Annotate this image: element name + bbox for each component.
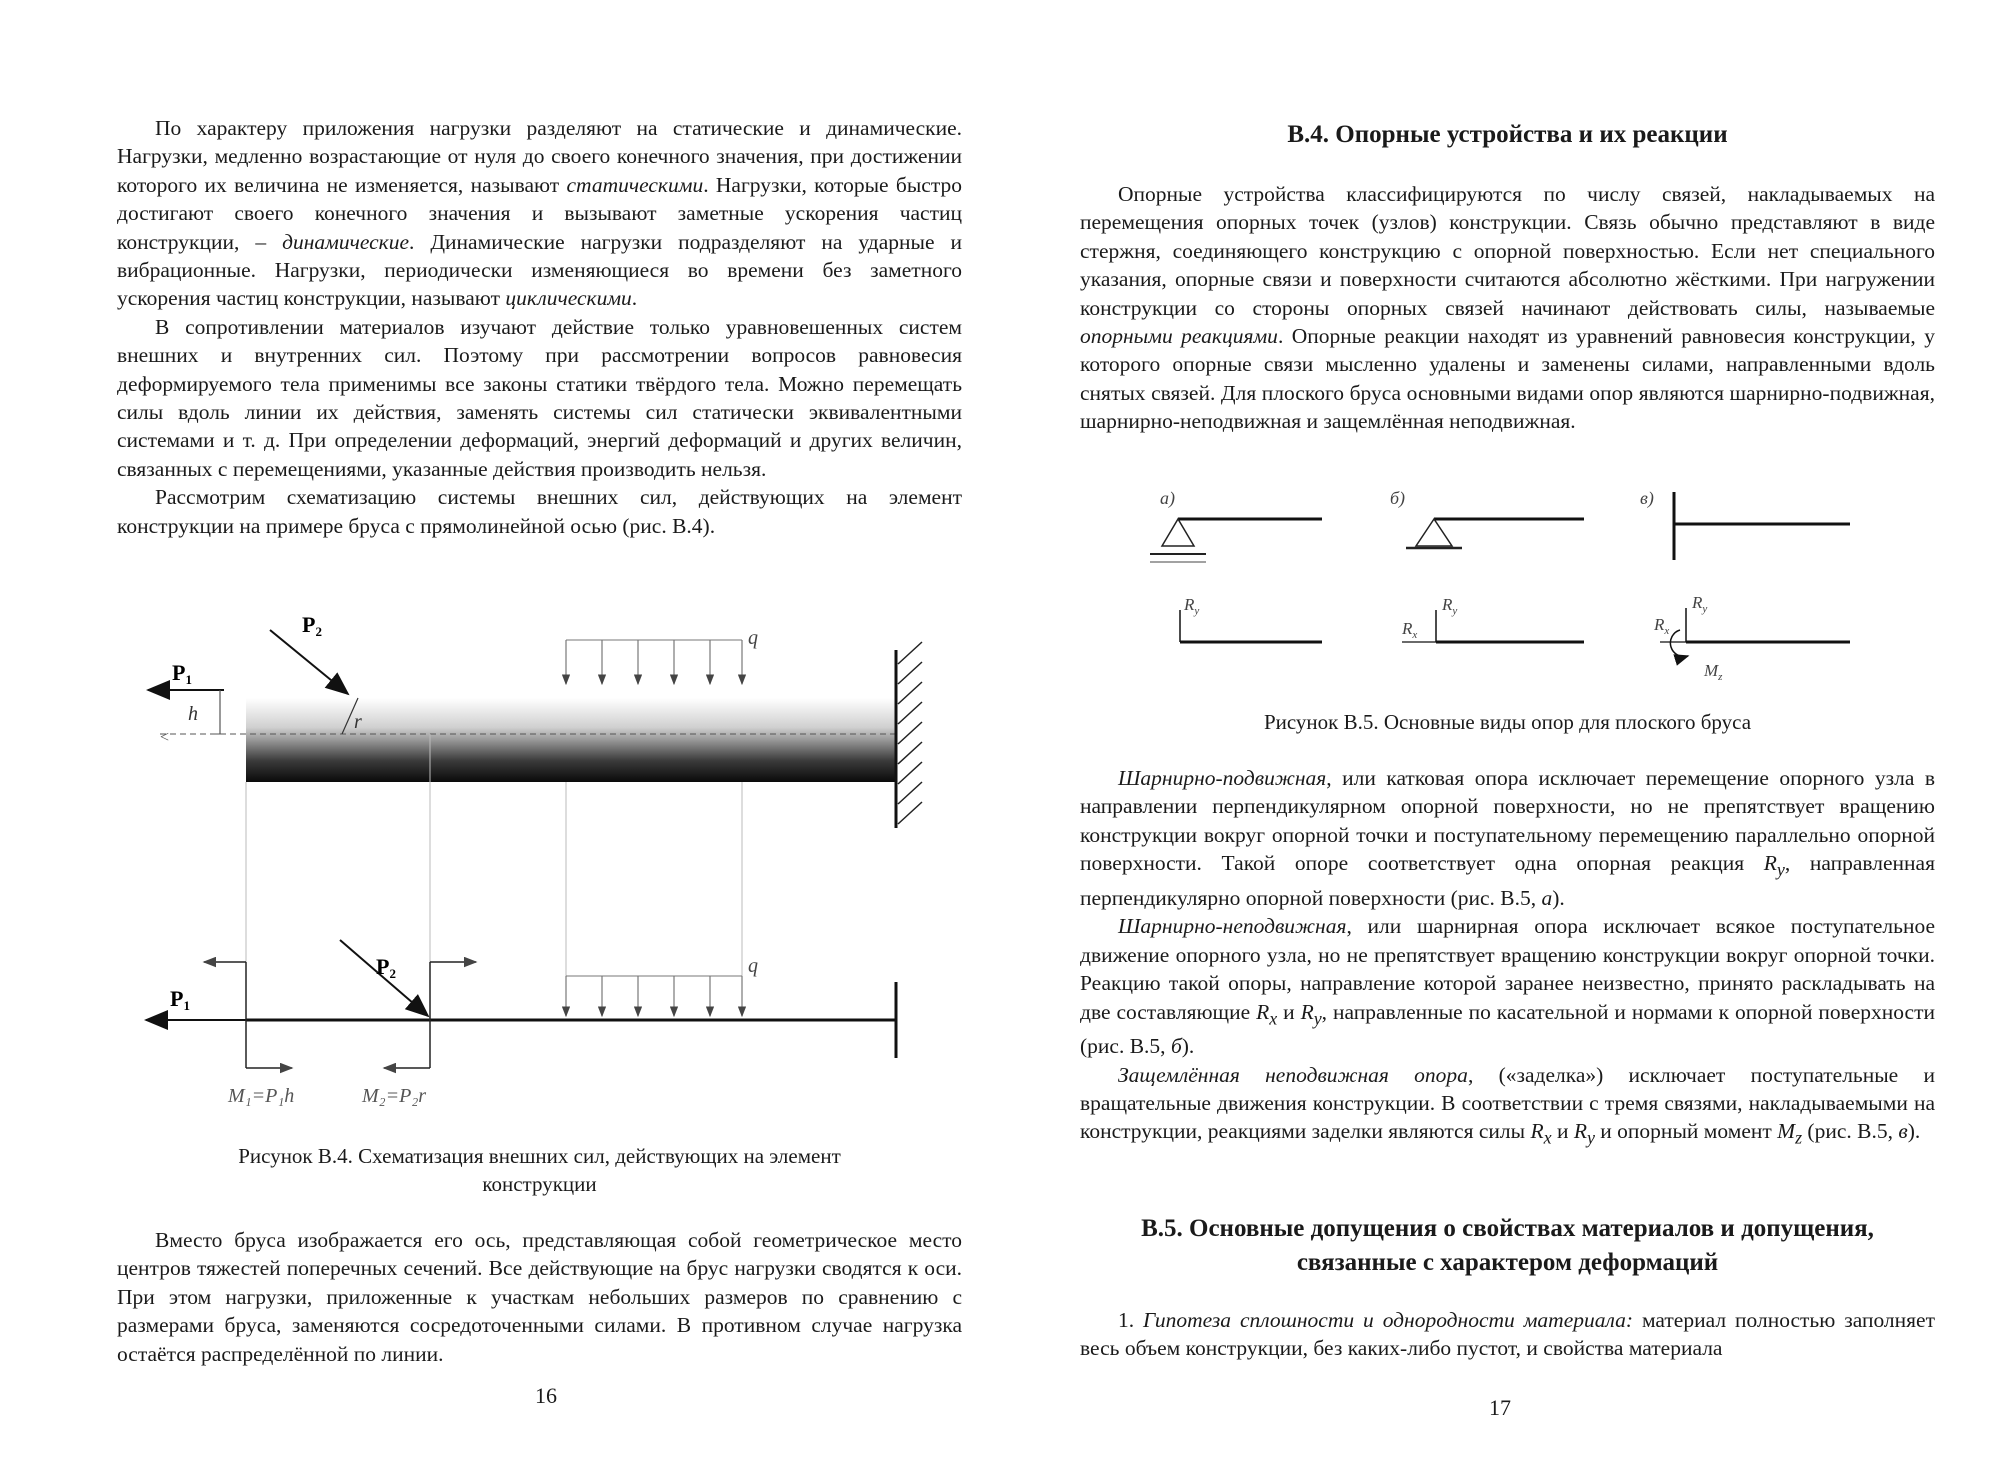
figure-b4 bbox=[130, 610, 960, 1110]
right-page bbox=[1000, 0, 2000, 1461]
label-q-upper: q bbox=[748, 627, 758, 649]
wall-support-upper bbox=[896, 642, 922, 828]
heading-b4: В.4. Опорные устройства и их реакции bbox=[1287, 121, 1728, 148]
label-ry-b: $R_y$ bbox=[1442, 595, 1458, 617]
paragraph-schematization-intro: Рассмотрим схематизацию системы внешних сил, действующих на элемент конструкции на примере бруса с прямолинейной осью (рис. В.4). bbox=[117, 485, 962, 538]
label-m2: M₂=P₂r bbox=[362, 1085, 427, 1107]
caption-line-1: Рисунок В.4. Схематизация внешних сил, действующих на элемент bbox=[238, 1144, 841, 1168]
paragraph-load-types: По характеру приложения нагрузки разделяют на статические и динамические. Нагрузки, медленно возрастающие от нуля до своего конечного значения, при достижении которого их величина не изменяется, называют статическими. Нагрузки, которые быстро достигают своего конечного значения и вызывают заметные ускорения частиц конструкции, – динамические. Динамические нагрузки подразделяют на ударные и вибрационные. Нагрузки, периодически изменяющиеся во времени без заметного ускорения частиц конструкции, называют циклическими. bbox=[117, 116, 962, 311]
label-h: h bbox=[188, 703, 198, 725]
page-number-left: 16 bbox=[535, 1383, 557, 1408]
page-number-right: 17 bbox=[1489, 1395, 1511, 1420]
paragraph-roller-support: Шарнирно-подвижная, или катковая опора исключает перемещение опорного узла в направлении перпендикулярном опорной поверхности, но не препятствует вращению конструкции вокруг опорной точки и поступательному перемещению параллельно опорной поверхности. Такой опоре соответствует одна опорная реакция $R_y$, направленная перпендикулярно опорной поверхности (рис. В.5, а). bbox=[1080, 766, 1935, 910]
roller-support-a bbox=[1162, 519, 1194, 546]
label-v: в) bbox=[1640, 488, 1654, 508]
paragraph-fixed-support: Защемлённая неподвижная опора, («заделка») исключает поступательные и вращательные движения конструкции. В соответствии с тремя связями, накладываемыми на конструкции, реакциями заделки являются силы $R_x$ и $R_y$ и опорный момент $M_z$ (рис. В.5, в). bbox=[1080, 1062, 1935, 1148]
pin-support-b bbox=[1416, 519, 1452, 546]
label-p1-lower: P1 bbox=[170, 986, 190, 1013]
distributed-load-lower bbox=[566, 976, 742, 1016]
moment-m1 bbox=[204, 962, 292, 1068]
force-p2-upper bbox=[270, 630, 348, 694]
label-ry-v: $R_y$ bbox=[1692, 593, 1708, 615]
label-p2-upper: P2 bbox=[302, 612, 322, 639]
beam-3d bbox=[246, 698, 896, 782]
heading-b5-line-1: В.5. Основные допущения о свойствах материалов и допущения, bbox=[1141, 1215, 1874, 1242]
paragraph-equilibrium: В сопротивлении материалов изучают действие только уравновешенных систем внешних и внутренних сил. Поэтому при рассмотрении вопросов равновесия деформируемого тела применимы все законы статики твёрдого тела. Можно перемещать силы вдоль линии их действия, заменять системы сил статически эквивалентными системами и т. д. При определении деформаций, энергий деформаций и других величин, связанных с перемещениями, указанные действия производить нельзя. bbox=[117, 314, 962, 481]
small-arrow-mark: < bbox=[160, 729, 170, 746]
right-text-bottom bbox=[1080, 1306, 1935, 1363]
paragraph-pin-support: Шарнирно-неподвижная, или шарнирная опора исключает всякое поступательное движение опорного узла, но не препятствует вращению конструкции вокруг опорной точки. Реакцию такой опоры, направление которой заранее неизвестно, принято раскладывать на две составляющие $R_x$ и $R_y$, направленные по касательной и нормами к опорной поверхности (рис. В.5, б). bbox=[1080, 914, 1935, 1059]
label-m1: M₁=P₁h bbox=[228, 1085, 295, 1107]
left-text-top bbox=[117, 114, 962, 540]
figure-b5-caption: Рисунок В.5. Основные виды опор для плоского бруса bbox=[1263, 710, 1752, 734]
paragraph-axis-representation: Вместо бруса изображается его ось, представляющая собой геометрическое место центров тяжестей поперечных сечений. Все действующие на брус нагрузки сводятся к оси. При этом нагрузки, приложенные к участкам небольших размеров по сравнению с размерами бруса, заменяются сосредоточенными силами. В противном случае нагрузка остаётся распределённой по линии. bbox=[117, 1228, 962, 1366]
figure-b5 bbox=[1140, 484, 1880, 684]
paragraph-continuity-hypothesis: 1. Гипотеза сплошности и однородности материала: материал полностью заполняет весь объем конструкции, без каких-либо пустот, и свойства материала bbox=[1080, 1308, 1935, 1361]
label-rx-v: $R_x$ bbox=[1654, 615, 1670, 637]
label-p2-lower: P2 bbox=[376, 954, 396, 981]
label-mz-v: $M_z$ bbox=[1704, 661, 1723, 683]
right-text-middle bbox=[1080, 764, 1935, 1152]
distributed-load-upper bbox=[566, 640, 742, 684]
left-text-bottom bbox=[117, 1226, 962, 1368]
paragraph-support-devices: Опорные устройства классифицируются по числу связей, накладываемых на перемещения опорных точек (узлов) конструкции. Связь обычно представляют в виде стержня, соединяющего конструкцию с опорной поверхностью. Если нет специального указания, опорные связи и поверхности считаются абсолютно жёсткими. При нагружении конструкции со стороны опорных связей начинают действовать силы, называемые опорными реакциями. Опорные реакции находят из уравнений равновесия конструкции, у которого опорные связи мысленно удалены и заменены силами, направленными вдоль снятых связей. Для плоского бруса основными видами опор являются шарнирно-подвижная, шарнирно-неподвижная и защемлённая неподвижная. bbox=[1080, 182, 1935, 434]
label-ry-a: $R_y$ bbox=[1184, 595, 1200, 617]
right-text-top bbox=[1080, 180, 1935, 436]
label-q-lower: q bbox=[748, 955, 758, 977]
heading-b5 bbox=[1080, 1212, 1935, 1280]
moment-m2 bbox=[384, 962, 476, 1068]
figure-b4-caption bbox=[117, 1142, 962, 1198]
label-a: а) bbox=[1160, 488, 1175, 508]
label-b: б) bbox=[1390, 488, 1406, 508]
label-r: r bbox=[354, 711, 362, 733]
heading-b5-line-2: связанные с характером деформаций bbox=[1296, 1249, 1719, 1276]
label-p1-upper: P1 bbox=[172, 660, 192, 687]
label-rx-b: $R_x$ bbox=[1402, 619, 1418, 641]
caption-line-2: конструкции bbox=[482, 1172, 597, 1196]
